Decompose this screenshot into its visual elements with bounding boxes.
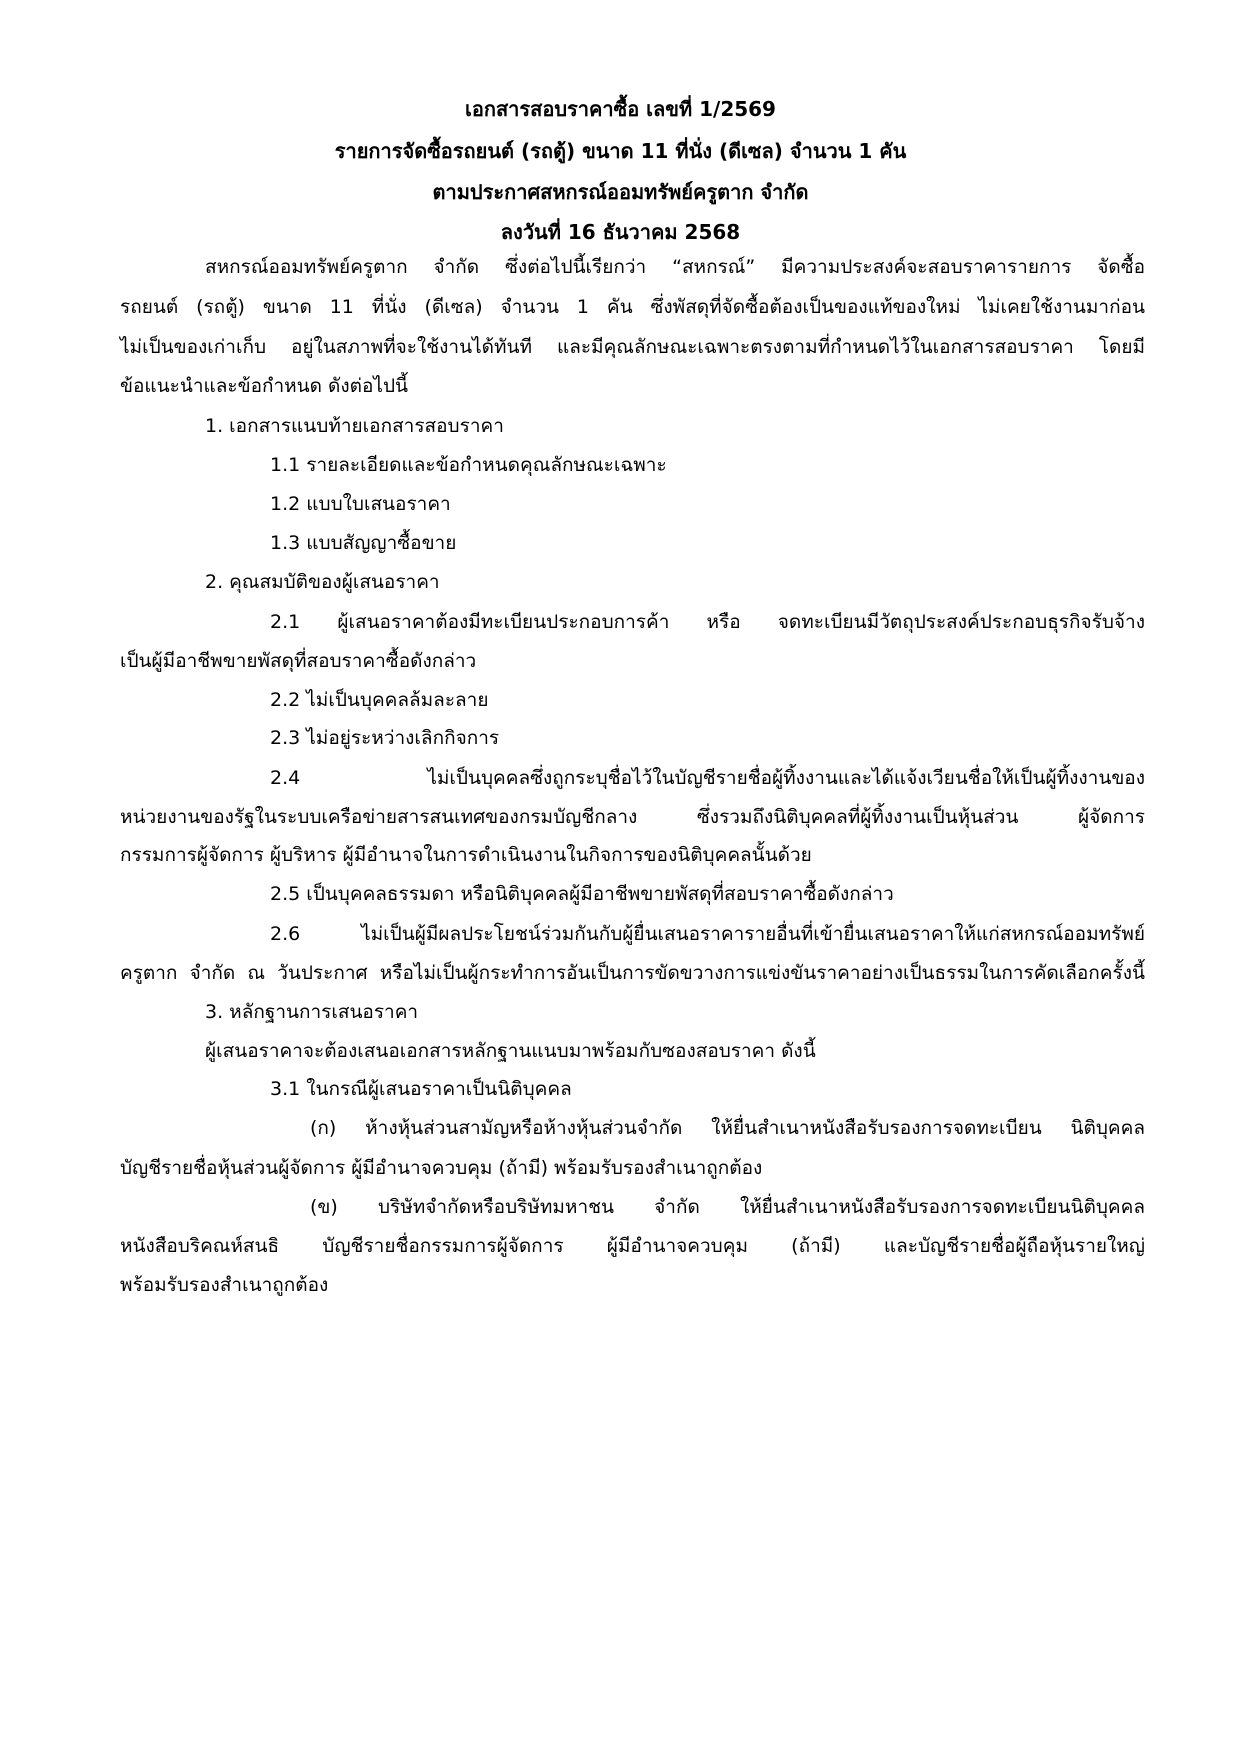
section-2-item-line: ครูตาก จำกัด ณ วันประกาศ หรือไม่เป็นผู้กระทำการอันเป็นการขัดขวางการแข่งขันราคาอย่างเป็นธรรมในการคัดเลือกครั้งนี้ bbox=[120, 962, 1145, 984]
section-1-heading: 1. เอกสารแนบท้ายเอกสารสอบราคา bbox=[205, 415, 504, 437]
section-1-item: 1.1 รายละเอียดและข้อกำหนดคุณลักษณะเฉพาะ bbox=[270, 454, 667, 476]
document-title: เอกสารสอบราคาซื้อ เลขที่ 1/2569 bbox=[465, 97, 776, 121]
section-3-subitem-line: พร้อมรับรองสำเนาถูกต้อง bbox=[120, 1274, 329, 1296]
intro-paragraph-line: ข้อแนะนำและข้อกำหนด ดังต่อไปนี้ bbox=[120, 375, 409, 397]
document-announcement: ตามประกาศสหกรณ์ออมทรัพย์ครูตาก จำกัด bbox=[432, 180, 809, 204]
section-2-item-line: หน่วยงานของรัฐในระบบเครือข่ายสารสนเทศของกรมบัญชีกลาง ซึ่งรวมถึงนิติบุคคลที่ผู้ทิ้งงานเป็นหุ้นส่วน ผู้จัดการ bbox=[120, 806, 1145, 828]
section-2-item: 2.3 ไม่อยู่ระหว่างเลิกกิจการ bbox=[270, 727, 500, 749]
section-1-item: 1.2 แบบใบเสนอราคา bbox=[270, 493, 451, 515]
section-2-item-line: 2.4 ไม่เป็นบุคคลซึ่งถูกระบุชื่อไว้ในบัญชีรายชื่อผู้ทิ้งงานและได้แจ้งเวียนชื่อให้เป็นผู้ทิ้งงานของ bbox=[270, 767, 1145, 789]
intro-paragraph-line: สหกรณ์ออมทรัพย์ครูตาก จำกัด ซึ่งต่อไปนี้เรียกว่า “สหกรณ์” มีความประสงค์จะสอบราคารายการ จัดซื้อ bbox=[205, 256, 1145, 278]
section-3-subitem-line: (ก) ห้างหุ้นส่วนสามัญหรือห้างหุ้นส่วนจำกัด ให้ยื่นสำเนาหนังสือรับรองการจดทะเบียน นิติบุคคล bbox=[310, 1117, 1145, 1139]
document-subject: รายการจัดซื้อรถยนต์ (รถตู้) ขนาด 11 ที่นั่ง (ดีเซล) จำนวน 1 คัน bbox=[334, 139, 907, 163]
section-2-heading: 2. คุณสมบัติของผู้เสนอราคา bbox=[205, 571, 440, 593]
section-3-subitem-line: หนังสือบริคณห์สนธิ บัญชีรายชื่อกรรมการผู้จัดการ ผู้มีอำนาจควบคุม (ถ้ามี) และบัญชีรายชื่อผู้ถือหุ้นรายใหญ่ bbox=[120, 1235, 1145, 1257]
section-3-intro: ผู้เสนอราคาจะต้องเสนอเอกสารหลักฐานแนบมาพร้อมกับซองสอบราคา ดังนี้ bbox=[205, 1040, 816, 1062]
section-3-subitem-line: บัญชีรายชื่อหุ้นส่วนผู้จัดการ ผู้มีอำนาจควบคุม (ถ้ามี) พร้อมรับรองสำเนาถูกต้อง bbox=[120, 1157, 763, 1179]
intro-paragraph-line: รถยนต์ (รถตู้) ขนาด 11 ที่นั่ง (ดีเซล) จำนวน 1 คัน ซึ่งพัสดุที่จัดซื้อต้องเป็นของแท้ของใหม่ ไม่เคยใช้งานมาก่อน bbox=[120, 296, 1145, 318]
section-2-item-line: 2.1 ผู้เสนอราคาต้องมีทะเบียนประกอบการค้า หรือ จดทะเบียนมีวัตถุประสงค์ประกอบธุรกิจรับจ้าง bbox=[270, 611, 1145, 633]
section-2-item-line: 2.6 ไม่เป็นผู้มีผลประโยชน์ร่วมกันกับผู้ยื่นเสนอราคารายอื่นที่เข้ายื่นเสนอราคาให้แก่สหกรณ์ออมทรัพย์ bbox=[270, 923, 1145, 945]
section-2-item: 2.2 ไม่เป็นบุคคลล้มละลาย bbox=[270, 689, 489, 711]
intro-paragraph-line: ไม่เป็นของเก่าเก็บ อยู่ในสภาพที่จะใช้งานได้ทันที และมีคุณลักษณะเฉพาะตรงตามที่กำหนดไว้ในเอกสารสอบราคา โดยมี bbox=[120, 336, 1145, 358]
section-2-item: 2.5 เป็นบุคคลธรรมดา หรือนิติบุคคลผู้มีอาชีพขายพัสดุที่สอบราคาซื้อดังกล่าว bbox=[270, 883, 894, 905]
section-1-item: 1.3 แบบสัญญาซื้อขาย bbox=[270, 532, 457, 554]
section-3-heading: 3. หลักฐานการเสนอราคา bbox=[205, 1001, 419, 1023]
document-date: ลงวันที่ 16 ธันวาคม 2568 bbox=[500, 220, 741, 244]
section-2-item-line: กรรมการผู้จัดการ ผู้บริหาร ผู้มีอำนาจในการดำเนินงานในกิจการของนิติบุคคลนั้นด้วย bbox=[120, 844, 812, 866]
section-3-item: 3.1 ในกรณีผู้เสนอราคาเป็นนิติบุคคล bbox=[270, 1078, 572, 1100]
section-3-subitem-line: (ข) บริษัทจำกัดหรือบริษัทมหาชน จำกัด ให้ยื่นสำเนาหนังสือรับรองการจดทะเบียนนิติบุคคล bbox=[310, 1196, 1145, 1218]
section-2-item-line: เป็นผู้มีอาชีพขายพัสดุที่สอบราคาซื้อดังกล่าว bbox=[120, 650, 477, 672]
